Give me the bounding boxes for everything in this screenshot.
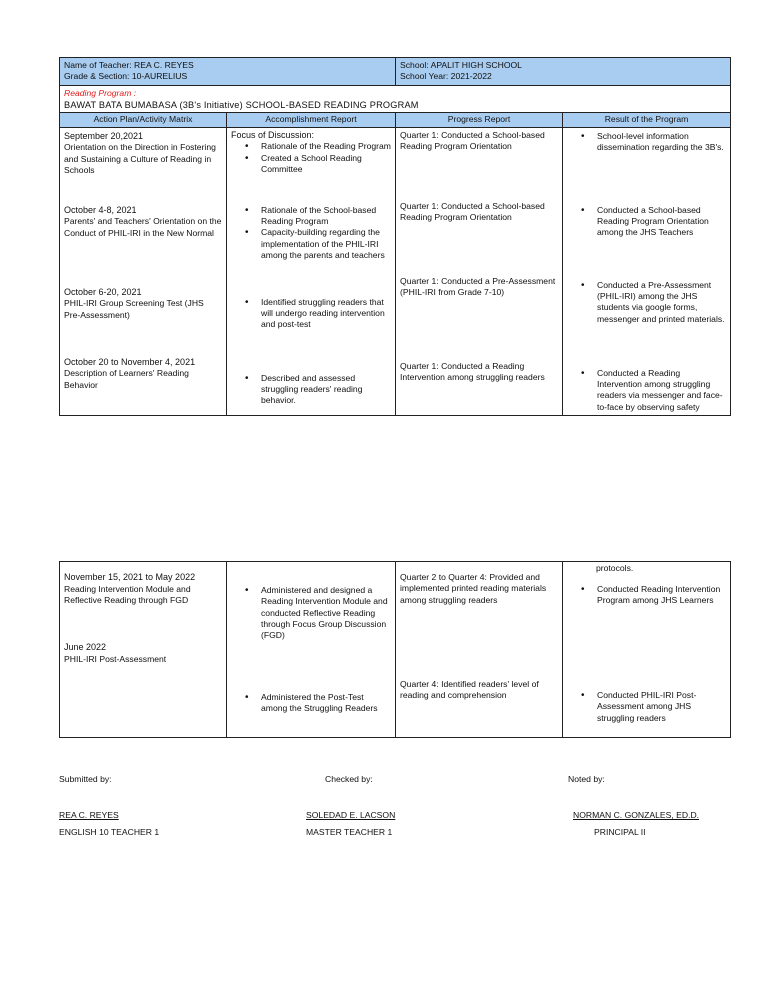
action-desc: Description of Learners' Reading Behavior (64, 368, 189, 390)
result-list (567, 584, 726, 724)
list-item: • Capacity-building regarding the implementation of the PHIL-IRI among the parents and teachers (261, 227, 391, 261)
report-table-page2 (59, 561, 731, 738)
column-header-accomplishment: Accomplishment Report (227, 113, 396, 127)
action-desc: PHIL-IRI Post-Assessment (64, 653, 167, 664)
result-list (567, 131, 726, 413)
list-item: • Described and assessed struggling readers' reading behavior. (261, 373, 391, 407)
progress-entry: Quarter 2 to Quarter 4: Provided and implemented printed reading materials among struggling readers (400, 572, 547, 605)
submitted-by-label: Submitted by: (59, 774, 112, 784)
action-date: September 20,2021 (64, 130, 144, 141)
program-cell (60, 85, 731, 112)
teacher-info-cell (60, 58, 396, 86)
list-item: • Conducted Reading Intervention Program among JHS Learners (597, 584, 726, 690)
action-entry (64, 205, 222, 279)
action-desc: Parents' and Teachers' Orientation on the Conduct of PHIL-IRI in the New Normal (64, 216, 222, 238)
progress-cell (396, 127, 563, 415)
action-entry (64, 642, 222, 665)
action-desc: PHIL-IRI Group Screening Test (JHS Pre-Assessment) (64, 298, 204, 320)
accomplishment-list (231, 205, 391, 262)
progress-entry: Quarter 4: Identified readers' level of reading and comprehension (400, 679, 539, 701)
noted-by-label: Noted by: (568, 774, 605, 784)
accomplishment-entry (231, 297, 391, 373)
list-item: • Identified struggling readers that will undergo reading intervention and post-test (261, 297, 391, 331)
action-cell (60, 562, 227, 738)
progress-entry: Quarter 1: Conducted a Pre-Assessment (PHIL-IRI from Grade 7-10) (400, 275, 556, 297)
accomplishment-list (231, 141, 391, 175)
action-date: October 6-20, 2021 (64, 286, 142, 297)
column-header-result: Result of the Program (563, 113, 731, 127)
school-year: School Year: 2021-2022 (400, 71, 492, 82)
report-table-page1 (59, 57, 731, 416)
action-entry (64, 353, 222, 392)
action-entry (64, 131, 222, 205)
result-cell (563, 127, 731, 415)
action-desc: Reading Intervention Module and Reflective Reading through FGD (64, 583, 191, 606)
list-item: • Administered the Post-Test among the Struggling Readers (261, 692, 391, 715)
school-name: School: APALIT HIGH SCHOOL (400, 60, 522, 70)
progress-entry: Quarter 1: Conducted a Reading Intervention among struggling readers (400, 360, 545, 382)
carry-over-text: protocols. (596, 563, 634, 573)
accomplishment-list (231, 297, 391, 331)
action-date: June 2022 (64, 642, 107, 652)
program-row (60, 85, 731, 112)
action-cell (60, 127, 227, 415)
action-entry (64, 572, 222, 642)
accomplishment-entry (231, 373, 391, 411)
table-row (60, 562, 731, 738)
submitted-by-name: REA C. REYES (59, 810, 119, 820)
submitted-by-position: ENGLISH 10 TEACHER 1 (59, 827, 160, 837)
noted-by-name: NORMAN C. GONZALES, ED.D. (573, 810, 700, 820)
checked-by-label: Checked by: (325, 774, 373, 784)
list-item: • Conducted a School-based Reading Program Orientation among the JHS Teachers (597, 205, 726, 280)
accomplishment-list (231, 373, 391, 407)
teacher-name: Name of Teacher: REA C. REYES (64, 60, 194, 70)
progress-cell (396, 562, 563, 738)
program-label: Reading Program : (64, 87, 137, 98)
column-header-progress: Progress Report (396, 113, 563, 127)
accomplishment-list (231, 585, 391, 715)
accomplishment-entry (231, 130, 391, 205)
checked-by-position: MASTER TEACHER 1 (306, 827, 393, 837)
accomplishment-entry (231, 205, 391, 297)
noted-by-position: PRINCIPAL II (594, 827, 646, 837)
list-item: • Rationale of the Reading Program (261, 141, 391, 152)
list-item: • School-level information dissemination regarding the 3B's. (597, 131, 726, 205)
grade-section: Grade & Section: 10-AURELIUS (64, 71, 188, 82)
program-title: BAWAT BATA BUMABASA (3B's Initiative) SCHOOL-BASED READING PROGRAM (64, 100, 419, 111)
school-info-cell (396, 58, 731, 86)
progress-entry: Quarter 1: Conducted a School-based Reading Program Orientation (400, 129, 545, 151)
list-item: • Conducted PHIL-IRI Post-Assessment among JHS struggling readers (597, 690, 726, 724)
focus-label: Focus of Discussion: (231, 129, 315, 140)
header-row (60, 58, 731, 86)
column-header-action: Action Plan/Activity Matrix (60, 113, 227, 127)
action-desc: Orientation on the Direction in Fostering and Sustaining a Culture of Reading in Schools (64, 142, 216, 176)
accomplishment-cell (227, 127, 396, 415)
list-item: • Created a School Reading Committee (261, 153, 391, 176)
list-item: • Conducted a Pre-Assessment (PHIL-IRI) among the JHS students via google forms, messenger and printed materials. (597, 280, 726, 368)
checked-by-name: SOLEDAD E. LACSON (306, 810, 396, 820)
list-item: • Rationale of the School-based Reading Program (261, 205, 391, 228)
action-entry (64, 279, 222, 353)
progress-entry: Quarter 1: Conducted a School-based Reading Program Orientation (400, 200, 545, 222)
table-row (60, 127, 731, 415)
accomplishment-cell (227, 562, 396, 738)
list-item: • Conducted a Reading Intervention among struggling readers via messenger and face-to-face by observing safety (597, 368, 726, 413)
action-date: November 15, 2021 to May 2022 (64, 572, 196, 582)
column-header-row (60, 113, 731, 127)
action-date: October 20 to November 4, 2021 (64, 356, 196, 367)
result-cell (563, 562, 731, 738)
list-item: • Administered and designed a Reading Intervention Module and conducted Reflective Reading through Focus Group Discussion (FGD) (261, 585, 391, 692)
action-date: October 4-8, 2021 (64, 204, 137, 215)
